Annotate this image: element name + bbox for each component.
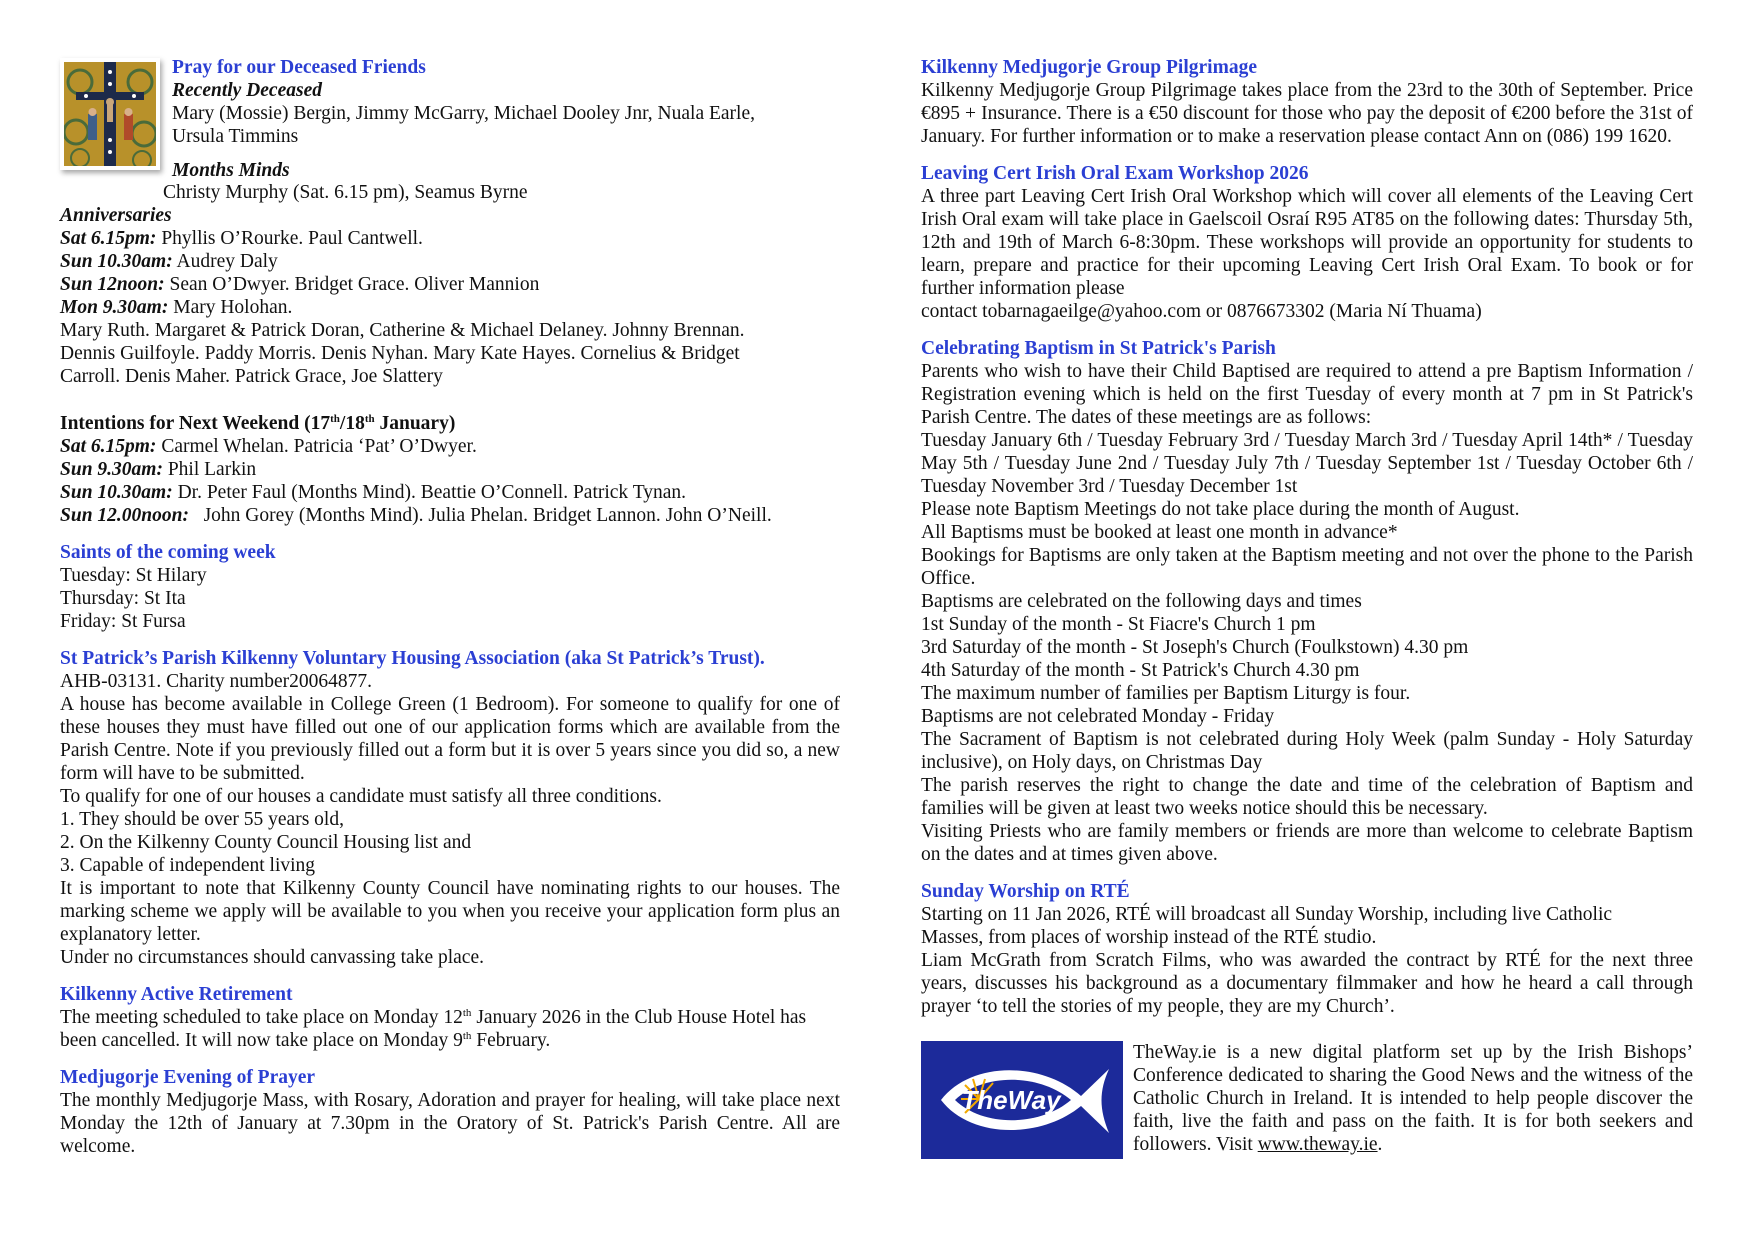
rte-paragraph: Starting on 11 Jan 2026, RTÉ will broadcast all Sunday Worship, including live Catholic Masses, from places of worship instead of the RTÉ studio. — [921, 904, 1613, 948]
mass-names: Carmel Whelan. Patricia ‘Pat’ O’Dwyer. — [156, 436, 477, 457]
saint-item: Tuesday: St Hilary — [60, 565, 207, 586]
housing-paragraph: It is important to note that Kilkenny County Council have nominating rights to our houses. The marking scheme we apply will be available to you when you receive your application form plus an explanatory letter. — [60, 878, 840, 945]
housing-section — [60, 647, 840, 969]
irish-oral-contact: contact tobarnagaeilge@yahoo.com or 0876673302 (Maria Ní Thuama) — [921, 301, 1482, 322]
recently-deceased-names-2: Ursula Timmins — [172, 126, 299, 147]
saint-item: Thursday: St Ita — [60, 588, 186, 609]
anniversary-other-names: Mary Ruth. Margaret & Patrick Doran, Catherine & Michael Delaney. Johnny Brennan. Dennis Guilfoyle. Paddy Morris. Denis Nyhan. Mary Kate Hayes. Cornelius & Bridget Carroll. Denis Maher. Patrick Grace, Joe Slattery — [60, 320, 745, 387]
mass-time: Sat 6.15pm: — [60, 228, 157, 249]
retirement-heading: Kilkenny Active Retirement — [60, 984, 293, 1005]
saints-heading: Saints of the coming week — [60, 542, 276, 563]
intentions-heading — [60, 412, 840, 435]
recently-deceased-names-1: Mary (Mossie) Bergin, Jimmy McGarry, Michael Dooley Jnr, Nuala Earle, — [172, 103, 755, 124]
mass-names: Phil Larkin — [162, 459, 257, 480]
baptism-schedule-item: 4th Saturday of the month - St Patrick's Church 4.30 pm — [921, 660, 1360, 681]
mass-time: Sun 10.30am: — [60, 251, 173, 272]
months-minds-label: Months Minds — [172, 160, 290, 181]
crucifix-icon — [64, 62, 156, 166]
ordinal-suffix: th — [462, 1007, 472, 1019]
baptism-note-bookings: Bookings for Baptisms are only taken at the Baptism meeting and not over the phone to the Parish Office. — [921, 545, 1693, 589]
left-column — [60, 56, 840, 1158]
anniversary-row — [60, 250, 840, 273]
mass-time: Sun 12.00noon: — [60, 505, 189, 526]
deceased-text — [172, 56, 755, 182]
retirement-text-part: February. — [471, 1030, 551, 1051]
pilgrimage-text: Kilkenny Medjugorje Group Pilgrimage takes place from the 23rd to the 30th of September. Price €895 + Insurance. There is a €50 discount for those who pay the deposit of €200 before the 31st of January. For further information or to make a reservation please contact Ann on (086) 199 1620. — [921, 80, 1693, 147]
mass-names: Phyllis O’Rourke. Paul Cantwell. — [156, 228, 423, 249]
anniversaries-section — [60, 204, 840, 388]
irish-oral-section — [921, 162, 1693, 323]
mass-names: Sean O’Dwyer. Bridget Grace. Oliver Mannion — [164, 274, 540, 295]
retirement-text-part: The meeting scheduled to take place on Monday 12 — [60, 1007, 463, 1028]
irish-oral-text: A three part Leaving Cert Irish Oral Workshop which will cover all elements of the Leaving Cert Irish Oral exam will take place in Gaelscoil Osraí R95 AT85 on the following dates: Thursday 5th, 12th and 19th of March 6-8:30pm. These workshops will provide an opportunity for students to learn, prepare and practice for their upcoming Leaving Cert Irish Oral Exam. To book or for further information please — [921, 186, 1693, 299]
ordinal-suffix: th — [364, 413, 375, 425]
retirement-text — [60, 1006, 840, 1052]
theway-logo-text: TheWay — [961, 1085, 1061, 1115]
mass-time: Sat 6.15pm: — [60, 436, 157, 457]
theway-section — [921, 1041, 1693, 1159]
baptism-not-weekdays: Baptisms are not celebrated Monday - Friday — [921, 706, 1275, 727]
pilgrimage-heading: Kilkenny Medjugorje Group Pilgrimage — [921, 57, 1257, 78]
irish-oral-heading: Leaving Cert Irish Oral Exam Workshop 2026 — [921, 163, 1309, 184]
ordinal-suffix: th — [462, 1030, 472, 1042]
baptism-max-families: The maximum number of families per Baptism Liturgy is four. — [921, 683, 1411, 704]
months-minds-names: Christy Murphy (Sat. 6.15 pm), Seamus Byrne — [163, 182, 528, 203]
intentions-section — [60, 412, 840, 527]
mass-time: Sun 9.30am: — [60, 459, 163, 480]
anniversaries-label: Anniversaries — [60, 205, 172, 226]
baptism-section — [921, 337, 1693, 866]
deceased-heading: Pray for our Deceased Friends — [172, 57, 426, 78]
baptism-holy-week: The Sacrament of Baptism is not celebrated during Holy Week (palm Sunday - Holy Saturday inclusive), on Holy days, on Christmas Day — [921, 729, 1693, 773]
mass-names: Mary Holohan. — [168, 297, 293, 318]
anniversary-row — [60, 296, 840, 319]
baptism-note-august: Please note Baptism Meetings do not take place during the month of August. — [921, 499, 1520, 520]
theway-text — [1133, 1041, 1693, 1159]
housing-condition: 2. On the Kilkenny County Council Housing list and — [60, 832, 472, 853]
baptism-schedule-intro: Baptisms are celebrated on the following days and times — [921, 591, 1362, 612]
intention-row — [60, 481, 840, 504]
anniversary-row — [60, 273, 840, 296]
medjugorje-prayer-text: The monthly Medjugorje Mass, with Rosary, Adoration and prayer for healing, will take place next Monday the 12th of January at 7.30pm in the Oratory of St. Patrick's Parish Centre. All are welcome. — [60, 1090, 840, 1157]
housing-canvassing-note: Under no circumstances should canvassing take place. — [60, 947, 484, 968]
baptism-meeting-dates: Tuesday January 6th / Tuesday February 3rd / Tuesday March 3rd / Tuesday April 14th* / Tuesday May 5th / Tuesday June 2nd / Tuesday July 7th / Tuesday September 1st / Tuesday October 6th / Tuesday November 3rd / Tuesday December 1st — [921, 430, 1693, 497]
baptism-visiting-priests: Visiting Priests who are family members or friends are more than welcome to celebrate Baptism on the dates and at times given above. — [921, 821, 1693, 865]
theway-tail: . — [1377, 1134, 1383, 1155]
intention-row — [60, 435, 840, 458]
rte-paragraph: Liam McGrath from Scratch Films, who was awarded the contract by RTÉ for the next three years, discusses his background as a documentary filmmaker and how he heard a call through prayer ‘to tell the stories of my people, they are my Church’. — [921, 950, 1693, 1017]
baptism-note-advance: All Baptisms must be booked at least one month in advance* — [921, 522, 1398, 543]
intentions-heading-part: January) — [374, 413, 456, 434]
mass-names: Dr. Peter Faul (Months Mind). Beattie O’Connell. Patrick Tynan. — [172, 482, 687, 503]
right-column — [921, 56, 1693, 1159]
retirement-section — [60, 983, 840, 1052]
recently-deceased-label: Recently Deceased — [172, 80, 322, 101]
theway-link[interactable]: www.theway.ie — [1257, 1134, 1378, 1155]
mass-time: Sun 10.30am: — [60, 482, 173, 503]
anniversary-row — [60, 227, 840, 250]
rte-heading: Sunday Worship on RTÉ — [921, 881, 1130, 902]
mass-time: Sun 12noon: — [60, 274, 165, 295]
theway-logo[interactable] — [921, 1041, 1123, 1159]
baptism-schedule-item: 3rd Saturday of the month - St Joseph's Church (Foulkstown) 4.30 pm — [921, 637, 1469, 658]
housing-condition: 3. Capable of independent living — [60, 855, 316, 876]
housing-conditions-intro: To qualify for one of our houses a candidate must satisfy all three conditions. — [60, 786, 662, 807]
fish-icon — [921, 1041, 1123, 1159]
intentions-heading-part: /18 — [339, 413, 365, 434]
mass-names: Audrey Daly — [172, 251, 278, 272]
housing-condition: 1. They should be over 55 years old, — [60, 809, 344, 830]
intentions-heading-part: Intentions for Next Weekend (17 — [60, 413, 331, 434]
housing-charity-number: AHB-03131. Charity number20064877. — [60, 671, 372, 692]
baptism-reserves: The parish reserves the right to change the date and time of the celebration of Baptism and families will be given at least two weeks notice should this be necessary. — [921, 775, 1693, 819]
medjugorje-prayer-section — [60, 1066, 840, 1158]
housing-heading: St Patrick’s Parish Kilkenny Voluntary Housing Association (aka St Patrick’s Trust). — [60, 648, 765, 669]
retirement-text-part: January 2026 in the Club House Hotel has been cancelled. It will now take place on Monday 9 — [60, 1007, 807, 1051]
theway-description: TheWay.ie is a new digital platform set up by the Irish Bishops’ Conference dedicated to sharing the Good News and the witness of the Catholic Church in Ireland. It is intended to help people discover the faith, live the faith and pass on the faith. It is for both seekers and followers. Visit — [1133, 1042, 1693, 1155]
ordinal-suffix: th — [330, 413, 340, 425]
medjugorje-prayer-heading: Medjugorje Evening of Prayer — [60, 1067, 316, 1088]
baptism-intro: Parents who wish to have their Child Baptised are required to attend a pre Baptism Information / Registration evening which is held on the first Tuesday of every month at 7 pm in St Patrick's Parish Centre. The dates of these meetings are as follows: — [921, 361, 1693, 428]
pilgrimage-section — [921, 56, 1693, 148]
baptism-schedule-item: 1st Sunday of the month - St Fiacre's Church 1 pm — [921, 614, 1316, 635]
intention-row — [60, 458, 840, 481]
saints-section — [60, 541, 840, 633]
mass-names: John Gorey (Months Mind). Julia Phelan. Bridget Lannon. John O’Neill. — [188, 505, 772, 526]
housing-paragraph: A house has become available in College Green (1 Bedroom). For someone to qualify for one of these houses they must have filled out one of our application forms which are available from the Parish Centre. Note if you previously filled out a form but it is over 5 years since you did so, a new form will have to be submitted. — [60, 694, 840, 784]
rte-section — [921, 880, 1693, 1018]
crucifix-mosaic-image — [60, 58, 160, 170]
baptism-heading: Celebrating Baptism in St Patrick's Parish — [921, 338, 1276, 359]
saint-item: Friday: St Fursa — [60, 611, 186, 632]
mass-time: Mon 9.30am: — [60, 297, 169, 318]
intention-row — [60, 504, 840, 527]
deceased-section — [60, 56, 840, 182]
